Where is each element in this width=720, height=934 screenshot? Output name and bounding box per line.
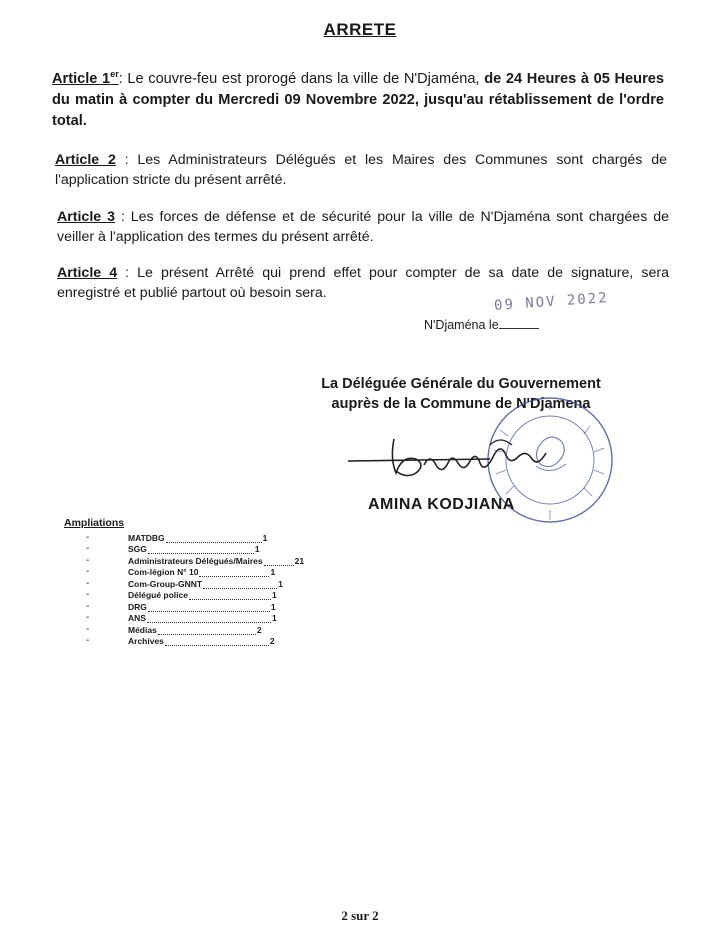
ampliation-quantity: 1 [262, 532, 268, 543]
article-label: Article 2 [55, 152, 116, 168]
ampliation-quantity: 21 [294, 555, 305, 566]
ampliation-item [64, 589, 304, 601]
article-text: Les Administrateurs Délégués et les Maires des Communes sont chargés de l'application stricte du présent arrêté. [55, 152, 667, 188]
article-bold-text: de 24 Heures à 05 Heures du matin à compter du Mercredi 09 Novembre 2022, jusqu'au rétablissement de l'ordre total. [52, 70, 665, 129]
dotted-leader [165, 637, 269, 646]
ampliations-block [64, 517, 304, 646]
ampliation-recipient: Archives [128, 636, 164, 646]
ampliation-recipient: Médias [128, 624, 157, 635]
ampliation-recipient: Com-légion N° 10 [128, 567, 199, 577]
ampliation-recipient: DRG [128, 601, 147, 612]
article-text: Les forces de défense et de sécurité pour la ville de N'Djaména sont chargées de veiller à l'application des termes du présent arrêté. [57, 209, 669, 245]
article-separator: : [118, 70, 123, 87]
page-number: 2 sur 2 [341, 908, 379, 923]
ampliation-recipient: Délégué police [128, 590, 188, 600]
dotted-leader [189, 591, 271, 600]
ampliations-title: Ampliations [64, 517, 125, 529]
ampliation-quantity: 1 [272, 590, 277, 600]
ampliation-item [64, 543, 304, 555]
document-title: ARRETE [323, 20, 397, 39]
ampliation-recipient: Com-Group-GNNT [128, 578, 203, 589]
ampliation-item [64, 577, 304, 589]
signatory-name: AMINA KODJIANA [368, 496, 515, 513]
article-separator: : [115, 152, 129, 168]
article-text: Le présent Arrêté qui prend effet pour compter de sa date de signature, sera enregistré et publié partout où besoin sera. [57, 265, 669, 301]
ampliation-quantity: 2 [256, 624, 262, 635]
dotted-leader [264, 557, 294, 566]
ampliation-quantity: 1 [278, 578, 283, 589]
article-separator: : [117, 265, 130, 281]
ampliation-dash: - [86, 600, 90, 612]
ampliation-quantity: 1 [270, 601, 276, 612]
dotted-leader [166, 534, 262, 543]
article-separator: : [114, 209, 125, 225]
ampliation-dash: - [86, 623, 90, 635]
dotted-leader [203, 580, 277, 589]
ampliation-dash: - [86, 531, 90, 543]
signatory-title: La Déléguée Générale du Gouvernement auprès de la Commune de N'Djamena [321, 376, 601, 412]
article-2 [55, 150, 667, 190]
article-3 [57, 207, 669, 247]
ampliation-recipient: Administrateurs Délégués/Maires [128, 555, 263, 566]
ampliation-recipient: ANS [128, 613, 146, 623]
article-label: Article 4 [57, 265, 118, 281]
ampliation-quantity: 1 [271, 613, 277, 623]
ampliation-item [64, 554, 304, 566]
ampliation-item [64, 623, 304, 635]
ampliation-item [64, 531, 304, 543]
ampliations-list [64, 531, 304, 646]
ampliation-item [64, 635, 304, 647]
dotted-leader [148, 603, 270, 612]
article-label: Article 1er [52, 69, 119, 87]
place-date-line: N'Djaména le [424, 318, 539, 332]
article-text: Le couvre-feu est prorogé dans la ville de N'Djaména, [122, 70, 485, 87]
ampliation-quantity: 1 [270, 567, 276, 577]
ampliation-quantity: 2 [269, 636, 275, 646]
ampliation-dash: - [86, 635, 90, 646]
dotted-leader [148, 545, 254, 554]
ampliation-item [64, 566, 304, 578]
ampliation-dash: - [86, 577, 90, 589]
ampliation-dash: - [86, 554, 90, 566]
ampliation-dash: - [86, 543, 90, 554]
handwritten-signature-icon [340, 425, 580, 495]
ampliation-item [64, 600, 304, 612]
dotted-leader [199, 568, 269, 577]
date-stamp: 09 NOV 2022 [493, 290, 610, 314]
ampliation-recipient: MATDBG [128, 532, 165, 543]
ampliation-item [64, 612, 304, 624]
ampliation-quantity: 1 [254, 544, 260, 554]
article-label: Article 3 [57, 209, 115, 225]
dotted-leader [158, 626, 256, 635]
dotted-leader [147, 614, 271, 623]
ampliation-dash: - [86, 589, 90, 600]
ampliation-recipient: SGG [128, 544, 147, 554]
ampliation-dash: - [86, 612, 90, 623]
ampliation-dash: - [86, 566, 90, 577]
article-1 [52, 64, 664, 132]
